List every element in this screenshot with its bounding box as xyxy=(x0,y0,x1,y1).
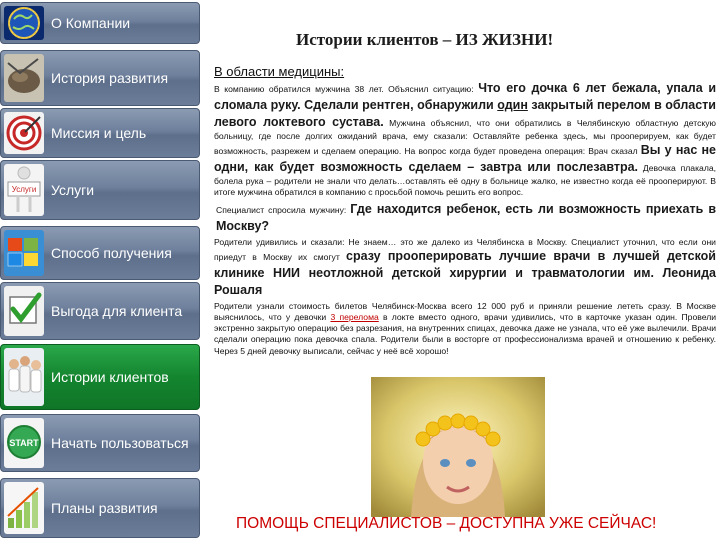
windows-icon xyxy=(4,230,44,276)
target-icon xyxy=(4,112,44,154)
checkmark-icon xyxy=(4,286,44,336)
story-text xyxy=(214,80,716,357)
sidebar-item-label: Планы развития xyxy=(51,500,158,516)
footer-call-to-action: ПОМОЩЬ СПЕЦИАЛИСТОВ – ДОСТУПНА УЖЕ СЕЙЧАС! xyxy=(236,515,657,532)
section-heading: В области медицины: xyxy=(214,64,345,79)
sidebar-item-label: О Компании xyxy=(51,15,131,31)
story-paragraph-3 xyxy=(214,237,716,299)
sidebar-item-history[interactable] xyxy=(0,50,200,106)
sidebar-item-label: Миссия и цель xyxy=(51,125,147,141)
sidebar-item-mission[interactable] xyxy=(0,108,200,158)
page-title: Истории клиентов – ИЗ ЖИЗНИ! xyxy=(296,30,554,49)
story-paragraph-2 xyxy=(216,201,716,235)
services-icon xyxy=(4,164,44,216)
story-highlight-underlined: один xyxy=(497,98,528,112)
services-sign-text: Услуги xyxy=(11,185,37,194)
stone-icon xyxy=(4,54,44,102)
story-text-run: В компанию обратился мужчина 38 лет. Объяснил ситуацию: xyxy=(214,84,479,94)
story-highlight: Где находится ребенок, есть ли возможность приехать в Москву? xyxy=(216,201,717,233)
story-paragraph-1 xyxy=(214,80,716,199)
sidebar-item-about[interactable] xyxy=(0,2,200,44)
story-underlined-link: 3 перелома xyxy=(330,312,379,323)
sidebar-nav xyxy=(0,0,200,540)
girl-photo xyxy=(371,377,545,517)
story-text-run: Специалист спросила мужчину: xyxy=(216,204,351,215)
sidebar-item-start[interactable] xyxy=(0,414,200,472)
growth-chart-icon xyxy=(4,482,44,534)
sidebar-item-label: Истории клиентов xyxy=(51,369,169,385)
sidebar-item-stories[interactable] xyxy=(0,344,200,410)
start-icon xyxy=(4,418,44,468)
globe-icon xyxy=(4,6,44,40)
sidebar-item-label: Услуги xyxy=(51,182,95,198)
sidebar-item-benefit[interactable] xyxy=(0,282,200,340)
sidebar-item-label: Начать пользоваться xyxy=(51,435,189,451)
story-highlight: Вы у нас не одни, как будет возможность сделаем – завтра или послезавтра. xyxy=(214,143,716,175)
sidebar-item-label: Способ получения xyxy=(51,245,172,261)
story-text-run: Родители удивились и сказали: Не знаем… это же далеко из Челябинска в Москву. Специалист уточнил, что если они приедут в Москву их смогут xyxy=(214,236,716,262)
story-text-run: Мужчина объяснил, что они обратились в Челябинскую областную детскую больницу, где после долгих ожиданий врача, ему сказали: Оставляйте ребенка здесь, мы прооперируем, как будет возможность, разрежем и сделаем операцию. На вопрос когда будет проведена операция: Врач сказал xyxy=(214,118,716,157)
sidebar-item-plans[interactable] xyxy=(0,478,200,538)
people-icon xyxy=(4,348,44,406)
sidebar-item-services[interactable] xyxy=(0,160,200,220)
sidebar-item-label: История развития xyxy=(51,70,169,86)
sidebar-item-delivery[interactable] xyxy=(0,226,200,280)
story-highlight: закрытый перелом в области левого локтевого сустава. xyxy=(214,98,716,129)
sidebar-item-label: Выгода для клиента xyxy=(51,303,183,319)
story-text-run: в локте вместо одного, врачи удивились, что в карточке указан один. Провели экстренно закрытую операцию без разрезания, на внутренних спицах, девочка даже не узнала, что её уже вылечили. Врачи сделали операцию пока девочка спала. Родители были в восторге от профессионализма врачей и отношению к ребенку. Через 5 дней девочку выписали, сейчас у неё всё хорошо! xyxy=(214,312,717,356)
story-highlight: Что его дочка 6 лет бежала, упала и сломала руку. Сделали рентген, обнаружили xyxy=(214,81,717,112)
story-paragraph-4 xyxy=(214,301,716,357)
story-highlight: сразу прооперировать лучшие врачи в лучшей детской клинике НИИ неотложной детской хирургии и травматологии им. Леонида Рошаля xyxy=(214,248,716,297)
story-text-run: Родители узнали стоимость билетов Челябинск-Москва всего 12 000 руб и приняли решение лететь сразу. В Москве выяснилось, что у девочки xyxy=(214,300,716,323)
story-text-run: Девочка плакала, болела рука – родители не знали что делать…оставлять её одну в больнице жалко, не известно когда её прооперируют. В итоге мужчина обратился в компанию с просьбой помочь решить его вопрос. xyxy=(214,163,716,198)
start-badge-text: START xyxy=(9,438,39,448)
